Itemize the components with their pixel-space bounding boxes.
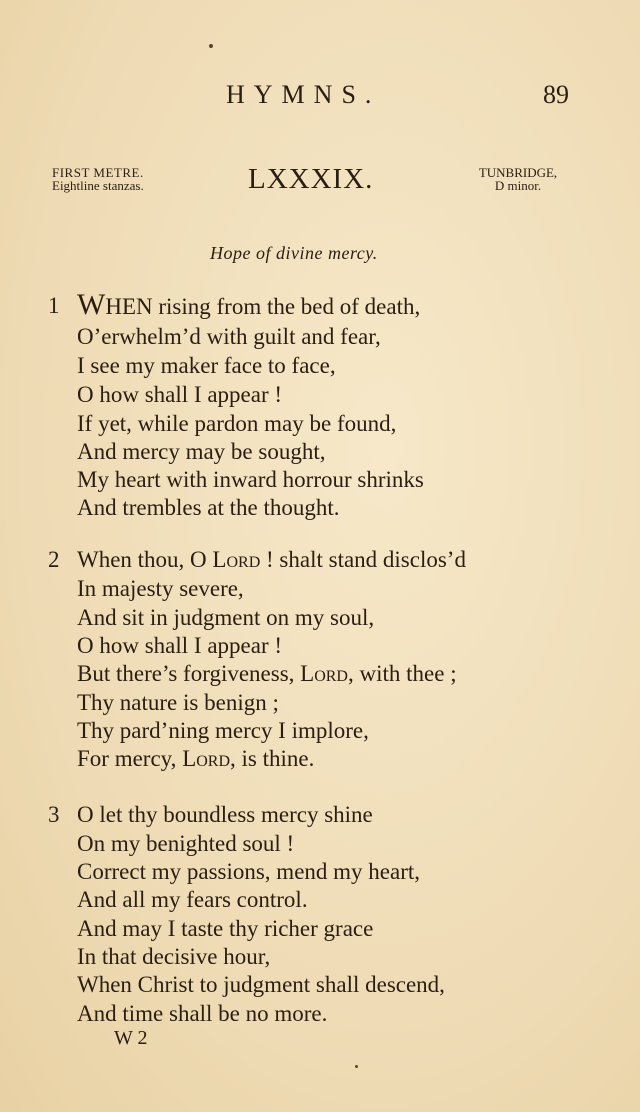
line-text: For mercy,	[77, 746, 183, 771]
verse-line: On my benighted soul !	[77, 831, 295, 856]
verse-line: In that decisive hour,	[77, 944, 271, 969]
verse-line: And mercy may be sought,	[77, 439, 326, 464]
hymn-number: LXXXIX.	[248, 163, 374, 195]
tune-name: TUNBRIDGE,	[478, 165, 558, 180]
line-text: But there’s forgiveness,	[77, 661, 301, 686]
line-text: , is thine.	[230, 746, 315, 771]
verse-line	[77, 661, 457, 687]
verse-line: In majesty severe,	[77, 576, 244, 601]
verse-line: And all my fears control.	[77, 887, 308, 912]
line-text: When thou, O	[77, 547, 213, 572]
verse-line	[77, 746, 314, 772]
verse-line: And trembles at the thought.	[77, 495, 340, 520]
stanza-form-label: Eightline stanzas.	[52, 178, 144, 193]
small-caps-text: Lord	[182, 746, 231, 771]
verse-line: And time shall be no more.	[77, 1001, 328, 1026]
verse-line: O let thy boundless mercy shine	[77, 802, 373, 827]
small-caps-text: HEN	[105, 294, 153, 319]
hymn-subtitle: Hope of divine mercy.	[210, 243, 378, 263]
line-text: ! shalt stand disclos’d	[260, 547, 466, 572]
verse-line: Thy pard’ning mercy I implore,	[77, 718, 369, 743]
verse-line: O how shall I appear !	[77, 633, 283, 658]
small-caps-text: Lord	[212, 547, 261, 572]
verse-line	[77, 288, 420, 322]
verse-line	[77, 547, 466, 573]
verse-line: O how shall I appear !	[77, 382, 283, 407]
verse-line: I see my maker face to face,	[77, 353, 336, 378]
ink-speck	[209, 44, 213, 48]
metre-note	[52, 166, 144, 192]
line-text: rising from the bed of death,	[152, 294, 421, 319]
stanza-number: 2	[48, 547, 60, 572]
verse-line: Correct my passions, mend my heart,	[77, 859, 421, 884]
running-header: HYMNS.	[226, 80, 381, 109]
stanza-number: 3	[48, 802, 60, 827]
stanza-number: 1	[48, 293, 60, 318]
line-text: , with thee ;	[348, 661, 457, 686]
small-caps-text: Lord	[300, 661, 348, 686]
tune-note	[478, 166, 558, 192]
ink-speck	[355, 1065, 358, 1068]
verse-line: And sit in judgment on my soul,	[77, 605, 375, 630]
verse-line: When Christ to judgment shall descend,	[77, 972, 445, 997]
verse-line: My heart with inward horrour shrinks	[77, 467, 424, 492]
verse-line: If yet, while pardon may be found,	[77, 411, 397, 436]
page-number: 89	[543, 80, 569, 109]
drop-cap: W	[77, 288, 106, 321]
verse-line: O’erwhelm’d with guilt and fear,	[77, 324, 381, 349]
verse-line: And may I taste thy richer grace	[77, 916, 374, 941]
signature-mark: W 2	[114, 1027, 148, 1049]
tune-key: D minor.	[494, 178, 542, 193]
verse-line: Thy nature is benign ;	[77, 690, 279, 715]
metre-label: FIRST METRE.	[52, 165, 144, 180]
